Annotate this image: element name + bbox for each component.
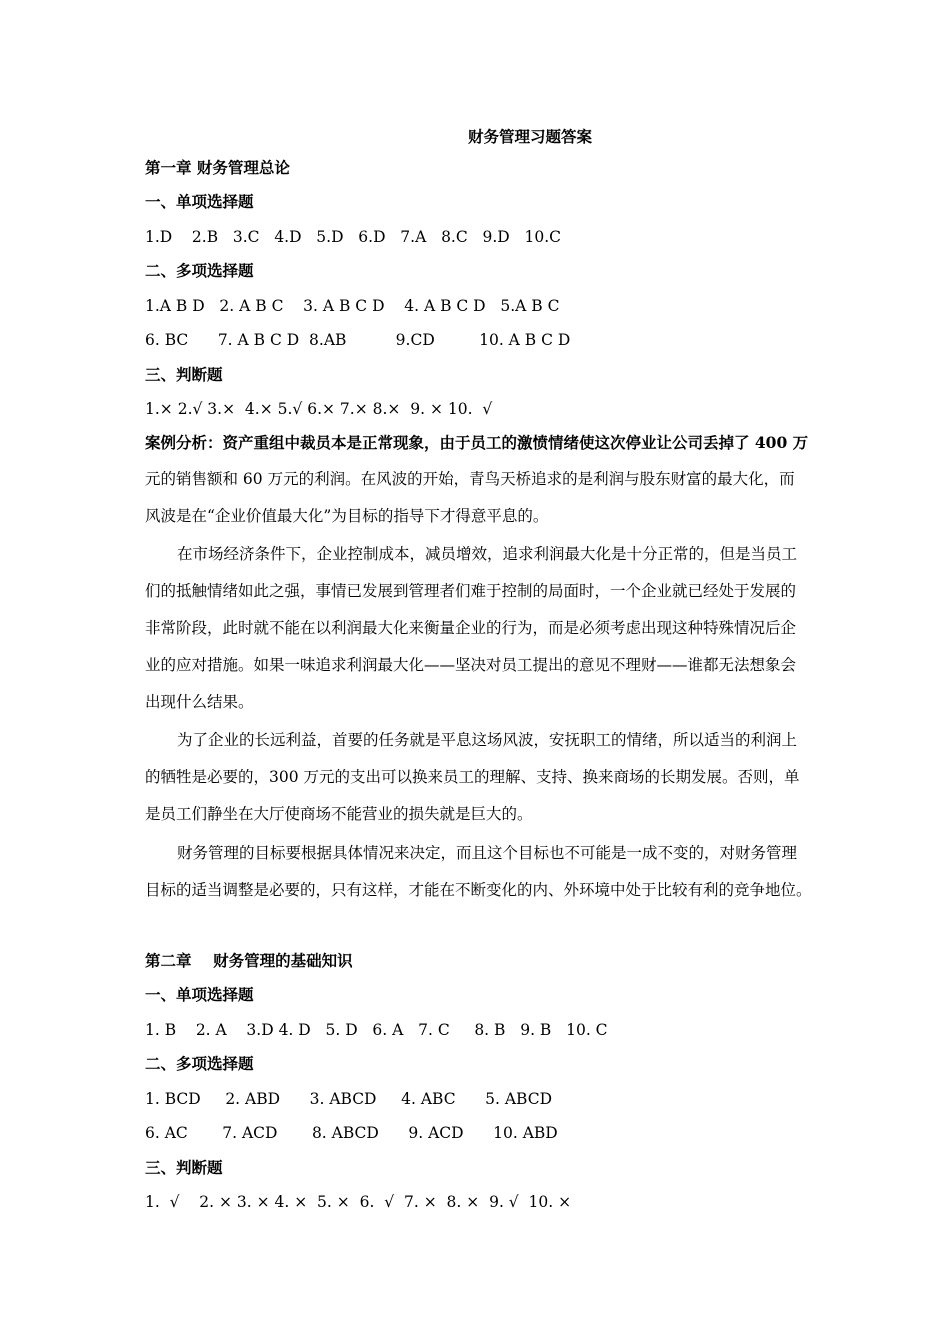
- paragraph-line: 为了企业的长远利益，首要的任务就是平息这场风波，安抚职工的情绪，所以适当的利润上: [177, 731, 798, 749]
- chapter2-heading: 第二章 财务管理的基础知识: [145, 951, 353, 970]
- paragraph-4: [145, 835, 860, 909]
- case-line: 元的销售额和 60 万元的利润。在风波的开始，青鸟天桥追求的是利润与股东财富的最大化，而: [145, 470, 795, 488]
- chapter1-judgment-answers: 1.× 2.√ 3.× 4.× 5.√ 6.× 7.× 8.× 9. × 10. √: [145, 400, 493, 418]
- paragraph-line: 的牺牲是必要的，300 万元的支出可以换来员工的理解、支持、换来商场的长期发展。否则，单: [145, 768, 800, 786]
- paragraph-3: [145, 722, 860, 833]
- paragraph-line: 非常阶段，此时就不能在以利润最大化来衡量企业的行为，而是必须考虑出现这种特殊情况后企: [145, 619, 797, 637]
- chapter2-single-choice-heading: 一、单项选择题: [145, 985, 254, 1004]
- case-analysis: [145, 424, 860, 535]
- chapter1-multi-choice-answers-2: 6. BC 7. A B C D 8.AB 9.CD 10. A B C D: [145, 331, 571, 349]
- paragraph-line: 在市场经济条件下，企业控制成本，减员增效，追求利润最大化是十分正常的，但是当员工: [177, 545, 798, 563]
- chapter2-judgment-answers: 1. √ 2. × 3. × 4. × 5. × 6. √ 7. × 8. × 9. √ 10. ×: [145, 1193, 572, 1211]
- paragraph-line: 业的应对措施。如果一味追求利润最大化——坚决对员工提出的意见不理财——谁都无法想象会: [145, 656, 797, 674]
- chapter2-multi-choice-answers-1: 1. BCD 2. ABD 3. ABCD 4. ABC 5. ABCD: [145, 1090, 552, 1108]
- paragraph-2: [145, 536, 860, 721]
- paragraph-line: 财务管理的目标要根据具体情况来决定，而且这个目标也不可能是一成不变的，对财务管理: [177, 844, 798, 862]
- document-title: 财务管理习题答案: [467, 127, 592, 146]
- paragraph-line: 目标的适当调整是必要的，只有这样，才能在不断变化的内、外环境中处于比较有利的竞争地位。: [145, 881, 812, 899]
- chapter1-multi-choice-heading: 二、多项选择题: [145, 261, 254, 280]
- case-line: 案例分析：资产重组中裁员本是正常现象，由于员工的激愤情绪使这次停业让公司丢掉了 400 万: [145, 433, 809, 452]
- paragraph-line: 是员工们静坐在大厅使商场不能营业的损失就是巨大的。: [145, 805, 533, 823]
- paragraph-line: 出现什么结果。: [145, 693, 254, 711]
- chapter1-single-choice-heading: 一、单项选择题: [145, 192, 254, 211]
- chapter2-judgment-heading: 三、判断题: [145, 1158, 223, 1177]
- chapter1-single-choice-answers: 1.D 2.B 3.C 4.D 5.D 6.D 7.A 8.C 9.D 10.C: [145, 228, 562, 246]
- chapter2-single-choice-answers: 1. B 2. A 3.D 4. D 5. D 6. A 7. C 8. B 9. B 10. C: [145, 1021, 608, 1039]
- case-line: 风波是在“企业价值最大化”为目标的指导下才得意平息的。: [145, 507, 549, 525]
- chapter1-heading: 第一章 财务管理总论: [145, 158, 290, 177]
- chapter1-judgment-heading: 三、判断题: [145, 365, 223, 384]
- chapter2-multi-choice-heading: 二、多项选择题: [145, 1054, 254, 1073]
- chapter2-multi-choice-answers-2: 6. AC 7. ACD 8. ABCD 9. ACD 10. ABD: [145, 1124, 558, 1142]
- paragraph-line: 们的抵触情绪如此之强，事情已发展到管理者们难于控制的局面时，一个企业就已经处于发展的: [145, 582, 797, 600]
- chapter1-multi-choice-answers-1: 1.A B D 2. A B C 3. A B C D 4. A B C D 5.A B C: [145, 297, 560, 315]
